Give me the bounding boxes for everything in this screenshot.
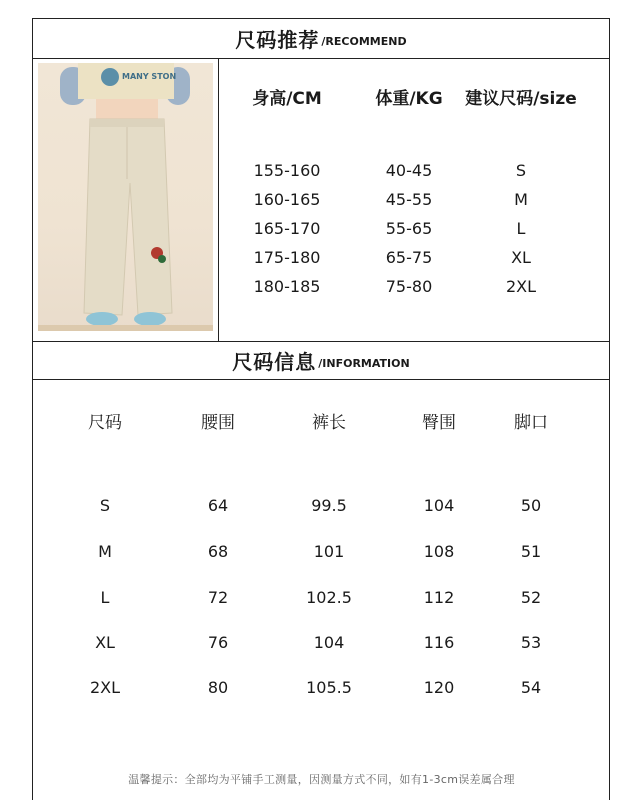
information-table [33,380,609,801]
length-cell: 101 [313,542,345,561]
wide-leg-pants [84,119,172,315]
hem-cell: 51 [520,542,542,561]
hem-cell: 50 [520,496,542,515]
waistband [90,119,164,127]
size-cell: L [516,219,526,238]
patch-leaf [158,255,166,263]
shoe-right [134,312,166,326]
weight-cell: 65-75 [385,248,433,267]
waist-cell: 68 [207,542,229,561]
header-size: 建议尺码/size [465,89,577,109]
logo-circle-icon [101,68,119,86]
recommend-table [219,59,611,341]
size-cell: 2XL [505,277,537,296]
size-cell: XL [511,248,531,267]
size-cell: S [515,161,527,180]
waist-skin [96,99,158,119]
model-photo [38,63,213,331]
height-cell: 155-160 [253,161,321,180]
hip-cell: 116 [423,633,455,652]
weight-cell: 75-80 [385,277,433,296]
waist-cell: 80 [207,678,229,697]
length-cell: 99.5 [311,496,347,515]
hem-cell: 53 [520,633,542,652]
crop-top [78,63,177,99]
header-hem: 脚口 [514,413,548,433]
header-size: 尺码 [88,413,122,433]
recommend-title: 尺码推荐 [235,28,320,52]
size-cell: 2XL [89,678,121,697]
header-weight: 体重/KG [375,89,443,109]
weight-cell: 55-65 [385,219,433,238]
length-cell: 104 [313,633,345,652]
header-hip: 臀围 [422,413,456,433]
size-cell: M [514,190,528,209]
information-title-en: /INFORMATION [318,357,410,370]
measurement-note: 温馨提示：全部均为平铺手工测量，因测量方式不同，如有1-3cm误差属合理 [128,773,515,786]
header-length: 裤长 [312,413,346,433]
height-cell: 180-185 [253,277,321,296]
height-cell: 165-170 [253,219,321,238]
recommend-header [33,19,609,59]
size-cell: L [100,588,110,607]
waist-cell: 64 [207,496,229,515]
length-cell: 102.5 [306,588,352,607]
header-waist: 腰围 [201,413,235,433]
top-print-text: MANY STON [122,72,177,81]
waist-cell: 76 [207,633,229,652]
weight-cell: 40-45 [385,161,433,180]
weight-cell: 45-55 [385,190,433,209]
hip-cell: 104 [423,496,455,515]
length-cell: 105.5 [306,678,352,697]
floor [38,325,213,331]
height-cell: 160-165 [253,190,321,209]
hip-cell: 112 [423,588,455,607]
information-header [33,341,609,380]
size-cell: S [99,496,111,515]
waist-cell: 72 [207,588,229,607]
model-photo-cell [33,59,219,341]
information-title: 尺码信息 [232,350,317,374]
size-cell: XL [95,633,115,652]
hem-cell: 52 [520,588,542,607]
height-cell: 175-180 [253,248,321,267]
size-chart-frame [32,18,610,800]
model-photo-illustration [38,63,213,331]
hip-cell: 120 [423,678,455,697]
header-height: 身高/CM [252,89,322,109]
recommend-title-en: /RECOMMEND [321,35,407,48]
shoe-left [86,312,118,326]
hem-cell: 54 [520,678,542,697]
hip-cell: 108 [423,542,455,561]
size-cell: M [98,542,112,561]
